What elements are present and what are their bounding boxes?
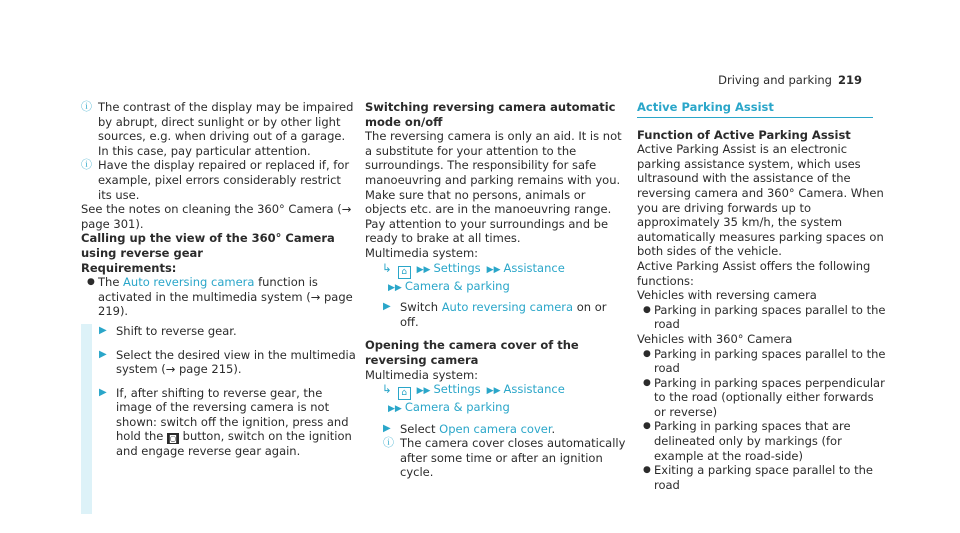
auto-reversing-camera-link[interactable]: Auto reversing camera [123,275,255,290]
multimedia-label: Multimedia system: [365,367,479,382]
step-troubleshoot: ▶ If, after shifting to reverse gear, the image of the reversing camera is not shown: switch off the ignition, press and hold the ◙ button, switch on the ignition and engage reverse gear again. [99,385,352,459]
section-title: Active Parking Assist [637,100,873,118]
see-cleaning-notes: See the notes on cleaning the 360° Camera (→ page 301). [81,202,352,231]
chevron-icon: ▶▶ [416,386,431,397]
info-icon: ⓘ [81,100,92,113]
paragraph-offers: Active Parking Assist offers the following functions: [637,258,871,288]
open-camera-cover-option[interactable]: Open camera cover [439,421,552,436]
step-switch: ▶ Switch Auto reversing camera on or off. [383,300,607,329]
home-icon[interactable]: ⌂ [398,387,411,400]
header-section: Driving and parking [718,73,832,87]
step-arrow-icon: ▶ [99,324,107,336]
column-2 [365,100,627,480]
home-icon[interactable]: ⌂ [398,266,411,279]
section-heading-cover: Opening the camera cover of the reversing camera [365,338,579,367]
list-item: ● Parking in parking spaces perpendicular to the road (optionally either forwards or reverse) [643,375,885,419]
multimedia-label: Multimedia system: [365,245,479,260]
step-select-view: ▶ Select the desired view in the multimedia system (→ page 215). [99,347,356,377]
step-select-cover: ▶ Select Open camera cover. [383,421,556,436]
list-item: ● Parking in parking spaces that are delineated only by markings (for example at the road-side) [643,419,851,463]
menu-path-2 [365,382,627,417]
step-arrow-icon: ▶ [99,386,107,398]
bullet: ● [643,465,651,476]
bullet: ● [643,304,651,315]
note-contrast: ⓘ The contrast of the display may be impaired by abrupt, direct sunlight or by other light sources, e.g. when driving out of a garage. In this case, pay particular attention. [81,100,354,158]
list-item: ● Exiting a parking space parallel to the road [643,463,873,492]
menu-assistance[interactable]: Assistance [503,382,565,397]
chevron-icon: ▶▶ [388,404,402,415]
group-label-360-camera: Vehicles with 360° Camera [637,331,793,346]
bullet: ● [643,377,651,388]
return-arrow-icon: ↳ [382,260,392,275]
note-cover: ⓘ The camera cover closes automatically after some time or after an ignition cycle. [383,436,626,480]
function-heading: Function of Active Parking Assist [637,127,851,142]
menu-path-1 [365,261,627,296]
info-icon: ⓘ [383,436,394,450]
chevron-icon: ▶▶ [486,264,501,275]
section-heading-switching: Switching reversing camera automatic mode on/off [365,100,616,129]
camera-button-icon: ◙ [167,433,179,444]
column-1 [81,100,358,468]
list-item: ● Parking in parking spaces parallel to the road [643,346,886,376]
menu-settings[interactable]: Settings [433,382,481,397]
menu-camera-parking[interactable]: Camera & parking [404,400,510,415]
requirements-label: Requirements: [81,260,177,275]
chevron-icon: ▶▶ [388,282,402,293]
step-arrow-icon: ▶ [383,422,391,434]
page-header [718,73,862,88]
list-item: ● Parking in parking spaces parallel to the road [643,302,886,332]
return-arrow-icon: ↳ [382,382,392,397]
paragraph-aid: The reversing camera is only an aid. It is not a substitute for your attention to the surroundings. The responsibility for safe manoeuvring and parking remains with you. Make sure that no persons, animals or objects etc. are in the manoeuvring range. Pay attention to your surroundings and be ready to brake at all times. [365,129,622,246]
step-arrow-icon: ▶ [99,348,107,360]
chevron-icon: ▶▶ [486,386,501,397]
bullet: ● [87,277,95,288]
step-shift: ▶ Shift to reverse gear. [99,323,237,338]
menu-assistance[interactable]: Assistance [503,260,565,275]
info-icon: ⓘ [81,158,92,172]
menu-camera-parking[interactable]: Camera & parking [404,278,510,293]
column-3 [637,100,887,492]
paragraph-function: Active Parking Assist is an electronic parking assistance system, which uses ultrasound with the assistance of the reversing camera and 360° Camera. When you are driving forwards up to approximately 35 km/h, the system automatically measures parking spaces on both sides of the vehicle. [637,142,884,259]
menu-settings[interactable]: Settings [433,260,481,275]
chevron-icon: ▶▶ [416,264,431,275]
step-arrow-icon: ▶ [383,301,391,313]
requirement-item: ● The Auto reversing camera function is activated in the multimedia system (→ page 219). [87,275,353,319]
steps-block [81,324,358,459]
auto-reversing-camera-option[interactable]: Auto reversing camera [441,300,574,315]
bullet: ● [643,421,651,432]
note-repair: ⓘ Have the display repaired or replaced if, for example, pixel errors considerably restrict its use. [81,158,350,202]
group-label-reversing-camera: Vehicles with reversing camera [637,288,817,303]
section-heading: Calling up the view of the 360° Camera using reverse gear [81,231,335,260]
page-number: 219 [837,73,862,87]
bullet: ● [643,348,651,359]
